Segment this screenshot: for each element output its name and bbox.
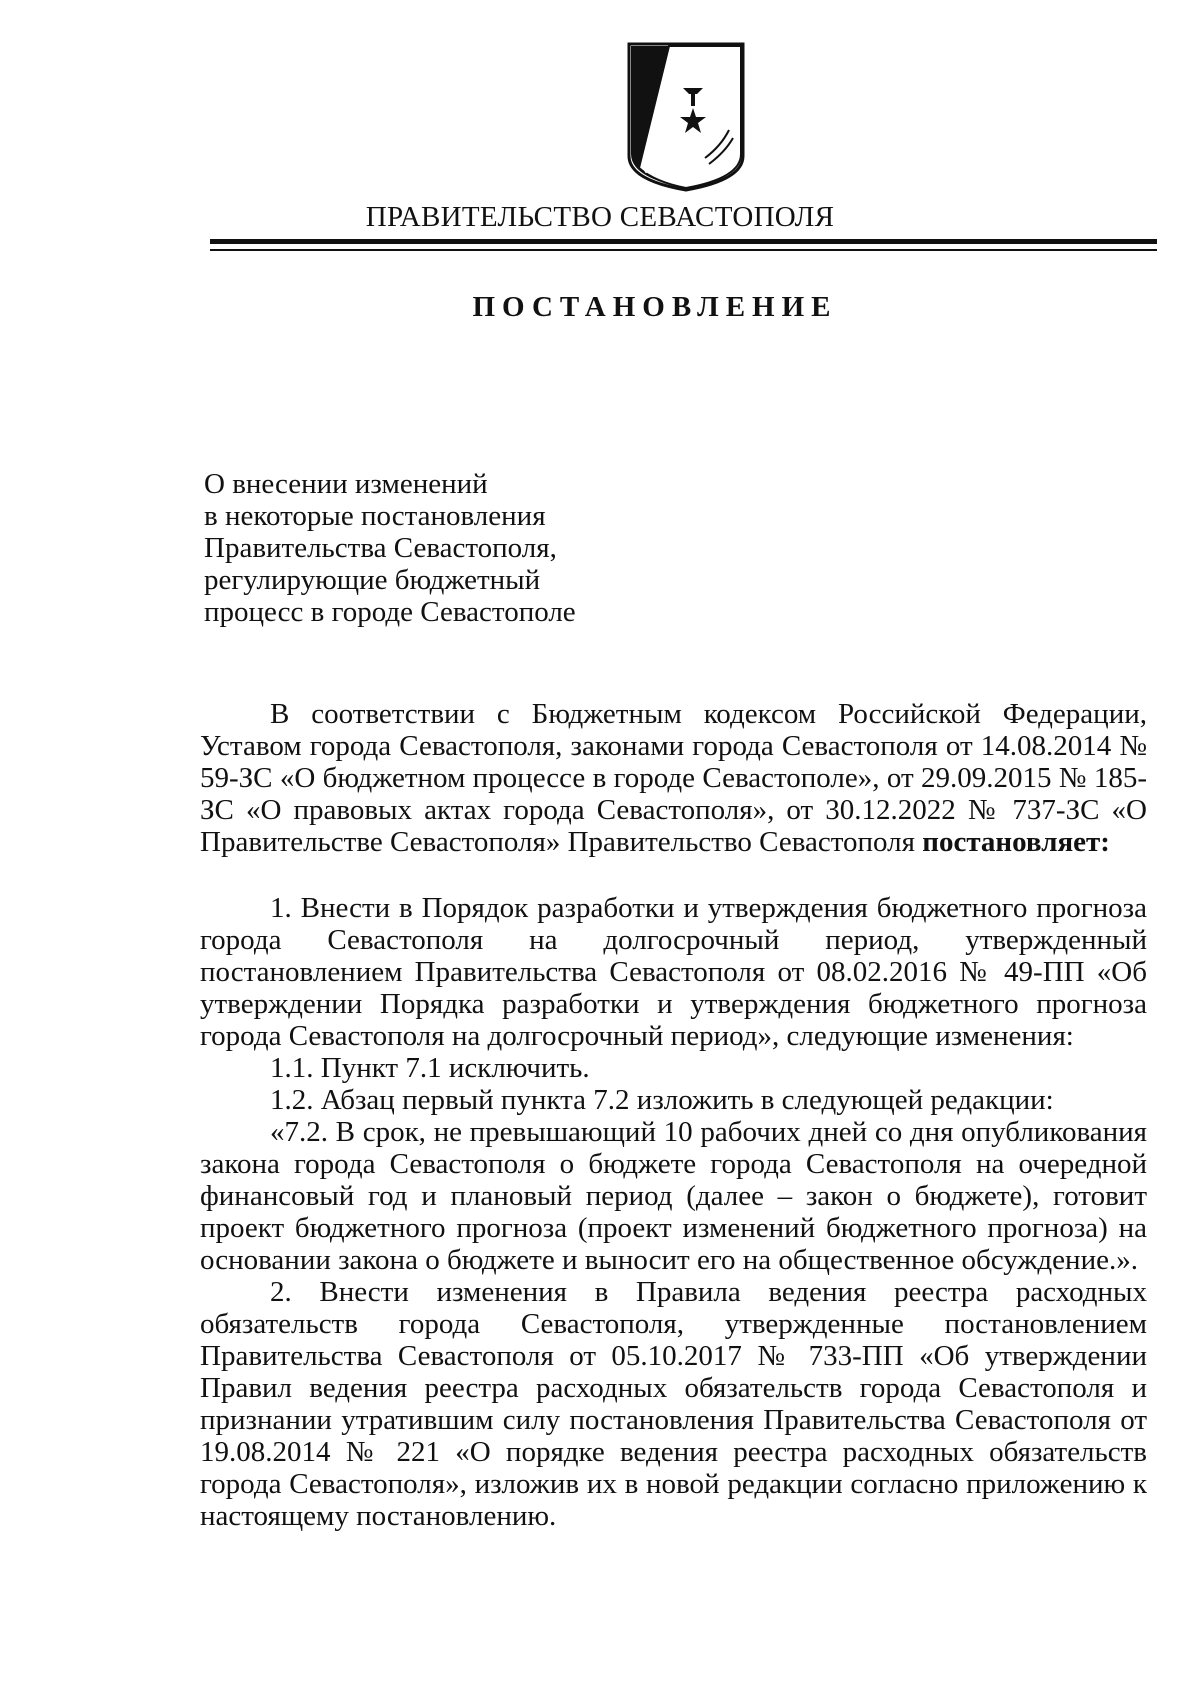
- preamble-paragraph: [200, 698, 1147, 858]
- subject-line: процесс в городе Севастополе: [204, 596, 576, 628]
- header-divider-thick: [210, 239, 1157, 244]
- item-1-2: 1.2. Абзац первый пункта 7.2 изложить в следующей редакции:: [270, 1084, 1054, 1116]
- sevastopol-coat-of-arms-icon: [625, 38, 747, 194]
- subject-line: Правительства Севастополя,: [204, 532, 557, 564]
- preamble-resolves: постановляет:: [922, 826, 1110, 858]
- government-title: ПРАВИТЕЛЬСТВО СЕВАСТОПОЛЯ: [365, 201, 835, 233]
- subject-line: в некоторые постановления: [204, 500, 546, 532]
- subject-line: О внесении изменений: [204, 468, 488, 500]
- subject-line: регулирующие бюджетный: [204, 564, 541, 596]
- document-subject: [204, 468, 576, 628]
- item-1-2-quote: «7.2. В срок, не превышающий 10 рабочих дней со дня опубликования закона города Севастополя о бюджете города Севастополя на очередной финансовый год и плановый период (далее – закон о бюджете), готовит проект бюджетного прогноза (проект изменений бюджетного прогноза) на основании закона о бюджете и выносит его на общественное обсуждение.».: [200, 1116, 1147, 1276]
- document-type-heading: ПОСТАНОВЛЕНИЕ: [472, 291, 838, 323]
- item-1: 1. Внести в Порядок разработки и утверждения бюджетного прогноза города Севастополя на долгосрочный период, утвержденный постановлением Правительства Севастополя от 08.02.2016 № 49-ПП «Об утверждении Порядка разработки и утверждения бюджетного прогноза города Севастополя на долгосрочный период», следующие изменения:: [200, 892, 1147, 1052]
- item-2: 2. Внести изменения в Правила ведения реестра расходных обязательств города Севастополя, утвержденные постановлением Правительства Севастополя от 05.10.2017 № 733-ПП «Об утверждении Правил ведения реестра расходных обязательств города Севастополя и признании утратившим силу постановления Правительства Севастополя от 19.08.2014 № 221 «О порядке ведения реестра расходных обязательств города Севастополя», изложив их в новой редакции согласно приложению к настоящему постановлению.: [200, 1276, 1147, 1532]
- header-divider-thin: [210, 249, 1157, 251]
- preamble-text: В соответствии с Бюджетным кодексом Российской Федерации, Уставом города Севастополя, законами города Севастополя от 14.08.2014 № 59-ЗС «О бюджетном процессе в городе Севастополе», от 29.09.2015 № 185-ЗС «О правовых актах города Севастополя», от 30.12.2022 № 737-ЗС «О Правительстве Севастополя» Правительство Севастополя: [200, 698, 1147, 858]
- document-body: [200, 698, 1147, 1532]
- item-1-1: 1.1. Пункт 7.1 исключить.: [270, 1052, 590, 1084]
